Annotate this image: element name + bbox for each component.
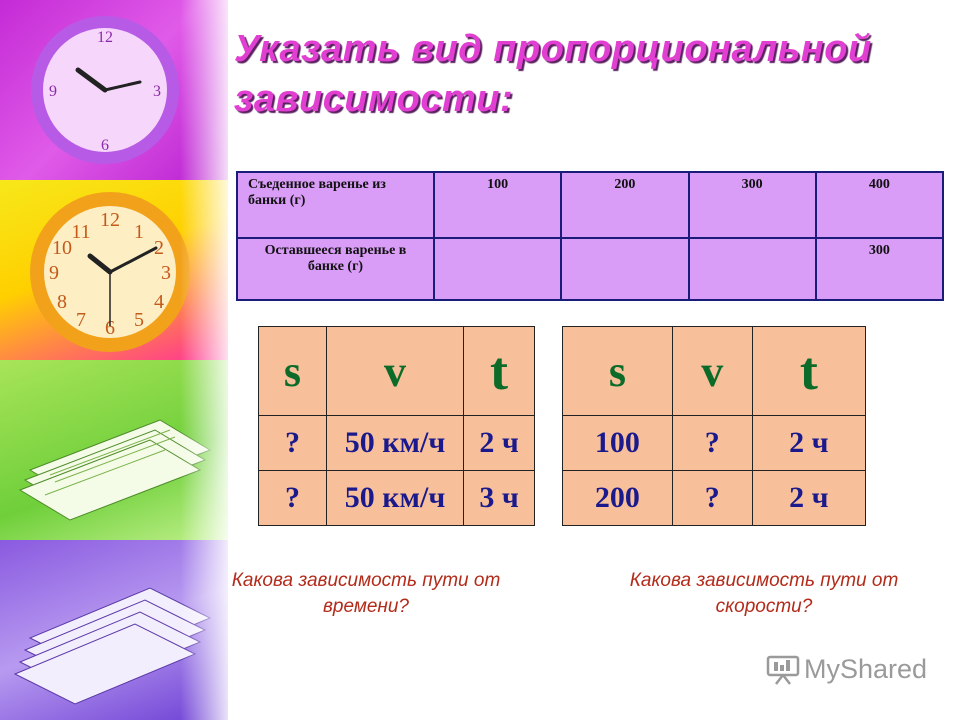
table-cell: 2 ч	[464, 416, 535, 471]
svg-text:8: 8	[57, 291, 67, 313]
table-cell: 100	[563, 416, 673, 471]
table-cell: 200	[563, 471, 673, 526]
table-cell: 400	[816, 172, 943, 238]
svg-text:1: 1	[134, 221, 144, 243]
table-cell: 2 ч	[752, 416, 865, 471]
svg-text:10: 10	[52, 237, 72, 259]
svg-text:6: 6	[105, 317, 115, 339]
myshared-logo[interactable]	[766, 654, 927, 685]
header-t: t	[752, 327, 865, 416]
table-row	[563, 416, 866, 471]
presentation-board-icon	[766, 655, 800, 685]
svg-text:3: 3	[153, 83, 161, 100]
jam-table	[236, 171, 944, 301]
svg-text:2: 2	[154, 237, 164, 259]
svg-text:5: 5	[134, 309, 144, 331]
svg-text:12: 12	[100, 209, 120, 231]
svg-text:9: 9	[49, 262, 59, 284]
table-header-row	[563, 327, 866, 416]
slide-title: Указать вид пропорциональной зависимости:	[234, 28, 872, 120]
question-left: Какова зависимость пути от времени?	[231, 570, 501, 617]
table-cell: 3 ч	[464, 471, 535, 526]
svt-table-right	[562, 326, 866, 526]
row-label-remaining: Оставшееся варенье в банке (г)	[237, 238, 434, 300]
svg-text:12: 12	[97, 29, 113, 46]
row-label-eaten: Съеденное варенье из банки (г)	[237, 172, 434, 238]
clock-icon	[20, 10, 190, 170]
table-row	[237, 238, 943, 300]
table-cell: ?	[672, 471, 752, 526]
decorative-side-strip	[0, 0, 228, 720]
table-cell: 200	[561, 172, 688, 238]
table-row	[237, 172, 943, 238]
table-row	[563, 471, 866, 526]
table-cell	[434, 238, 561, 300]
header-s: s	[259, 327, 327, 416]
table-cell: ?	[259, 416, 327, 471]
table-cell: 300	[816, 238, 943, 300]
clock-icon	[18, 186, 198, 356]
table-cell: 50 км/ч	[326, 416, 463, 471]
table-cell: ?	[259, 471, 327, 526]
svg-text:3: 3	[161, 262, 171, 284]
table-row	[259, 471, 535, 526]
svg-text:11: 11	[71, 221, 91, 243]
question-right: Какова зависимость пути от скорости?	[629, 570, 899, 617]
svg-text:9: 9	[49, 83, 57, 100]
table-cell: 100	[434, 172, 561, 238]
table-cell: 2 ч	[752, 471, 865, 526]
svg-text:6: 6	[101, 137, 109, 154]
header-t: t	[464, 327, 535, 416]
table-header-row	[259, 327, 535, 416]
table-cell	[561, 238, 688, 300]
table-cell: ?	[672, 416, 752, 471]
svg-text:4: 4	[154, 291, 164, 313]
table-row	[259, 416, 535, 471]
logo-text: MyShared	[804, 654, 928, 684]
table-cell: 50 км/ч	[326, 471, 463, 526]
table-cell	[689, 238, 816, 300]
svg-text:7: 7	[76, 309, 86, 331]
svt-table-left	[258, 326, 535, 526]
table-cell: 300	[689, 172, 816, 238]
header-s: s	[563, 327, 673, 416]
header-v: v	[672, 327, 752, 416]
header-v: v	[326, 327, 463, 416]
